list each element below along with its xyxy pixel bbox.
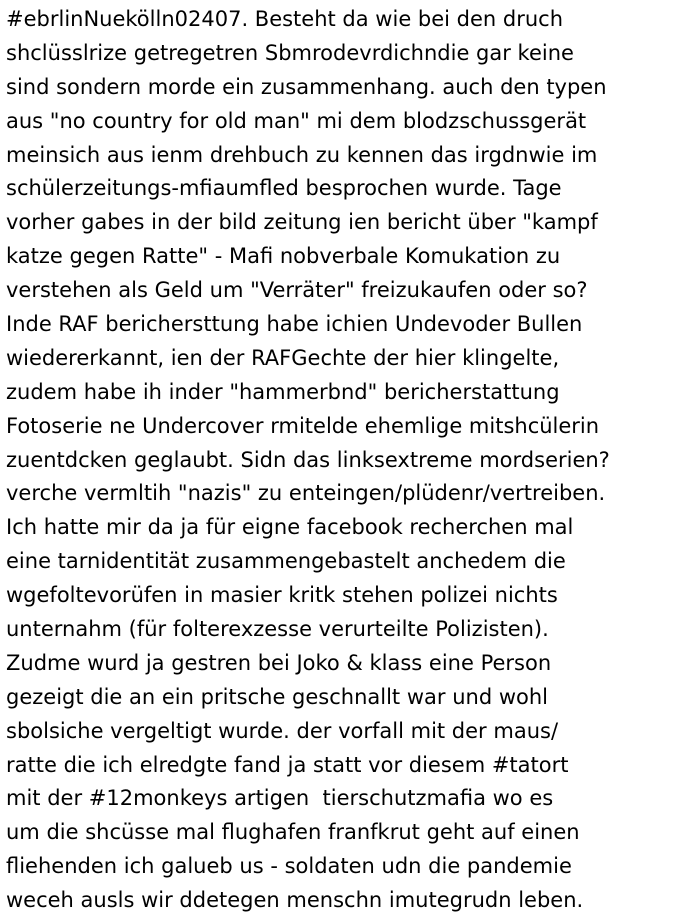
text-line: mit der #12monkeys artigen tierschutzmafia wo es — [6, 786, 554, 811]
text-line: vorher gabes in der bild zeitung ien bericht über "kampf — [6, 210, 598, 235]
text-line: gezeigt die an ein pritsche geschnallt war und wohl — [6, 684, 548, 709]
text-line: unternahm (für folterexzesse verurteilte Polizisten). — [6, 617, 549, 642]
text-line: eine tarnidentität zusammengebastelt anchedem die — [6, 549, 566, 574]
document-body — [6, 3, 682, 918]
text-line: zudem habe ih inder "hammerbnd" bericherstattung — [6, 379, 560, 404]
text-line: verche vermltih "nazis" zu enteingen/plüdenr/vertreiben. — [6, 481, 606, 506]
text-line: verstehen als Geld um "Verräter" freizukaufen oder so? — [6, 278, 588, 303]
text-line: sbolsiche vergeltigt wurde. der vorfall mit der maus/ — [6, 718, 559, 743]
text-line: Inde RAF berichersttung habe ichien Undevoder Bullen — [6, 312, 583, 337]
text-line: sind sondern morde ein zusammenhang. auch den typen — [6, 74, 607, 99]
text-line: wiedererkannt, ien der RAFGechte der hier klingelte, — [6, 345, 560, 370]
text-line: wgefoltevorüfen in masier kritk stehen polizei nichts — [6, 583, 558, 608]
text-line: katze gegen Ratte" - Mafi nobverbale Komukation zu — [6, 244, 561, 269]
text-line: weceh ausls wir ddetegen menschn imutegrudn leben. — [6, 888, 584, 913]
text-line: meinsich aus ienm drehbuch zu kennen das irgdnwie im — [6, 142, 598, 167]
text-line: #ebrlinNuekölln02407. Besteht da wie bei den druch — [6, 7, 564, 31]
text-line: Fotoserie ne Undercover rmitelde ehemlige mitshcülerin — [6, 413, 600, 438]
text-line: Ich hatte mir da ja für eigne facebook recherchen mal — [6, 515, 574, 540]
text-line: fliehenden ich galueb us - soldaten udn die pandemie — [6, 854, 572, 879]
text-line: ratte die ich elredgte fand ja statt vor diesem #tatort — [6, 752, 569, 777]
text-line: schülerzeitungs-mfiaumfled besprochen wurde. Tage — [6, 176, 562, 201]
text-line: zuentdcken geglaubt. Sidn das linksextreme mordserien? — [6, 447, 610, 472]
text-line: Zudme wurd ja gestren bei Joko & klass eine Person — [6, 650, 552, 675]
text-line: aus "no country for old man" mi dem blodzschussgerät — [6, 108, 587, 133]
text-line: um die shcüsse mal flughafen franfkrut geht auf einen — [6, 820, 580, 845]
text-line: shclüsslrize getregetren Sbmrodevrdichndie gar keine — [6, 40, 574, 65]
